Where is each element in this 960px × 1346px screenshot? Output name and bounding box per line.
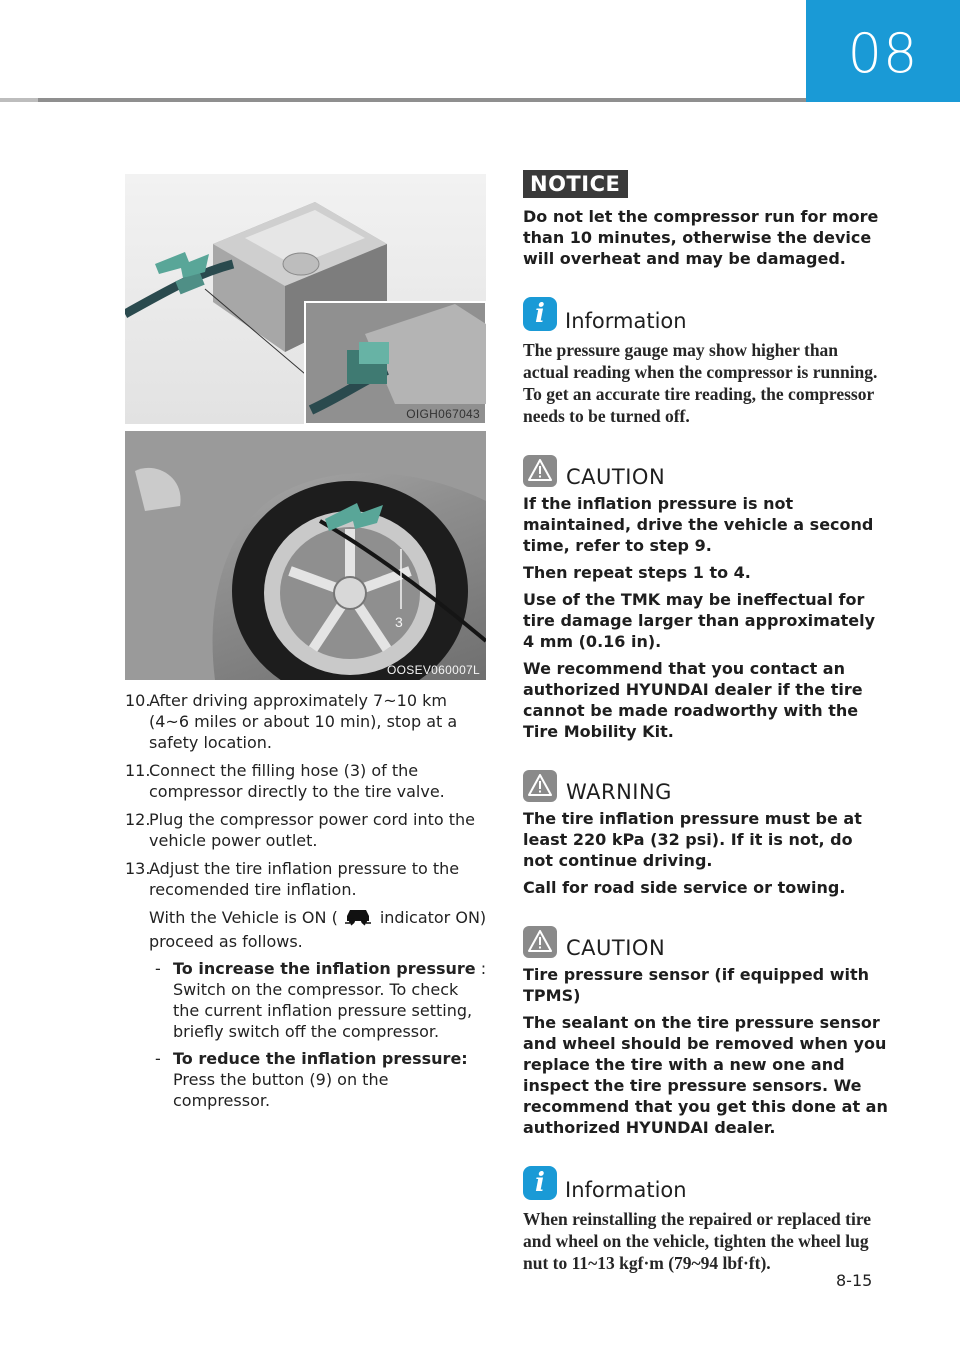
step-item <box>125 809 487 851</box>
step-number: 13. <box>125 859 151 878</box>
figure-code: OOSEV060007L <box>387 663 480 677</box>
chapter-number: 08 <box>806 0 960 102</box>
sub-item: - To increase the inflation pressure : Switch on the compressor. To check the current inflation pressure setting, briefly switch off the compressor. <box>155 959 487 1041</box>
warning-triangle-icon <box>523 455 557 487</box>
procedure-steps <box>125 690 487 1118</box>
page-number: 8-15 <box>836 1271 873 1290</box>
information-title: Information <box>565 309 687 333</box>
figure-code: OIGH067043 <box>406 407 480 421</box>
caution-text: We recommend that you contact an authorized HYUNDAI dealer if the tire cannot be made roadworthy with the Tire Mobility Kit. <box>523 659 863 741</box>
warning-text: Call for road side service or towing. <box>523 878 846 897</box>
caution-text: The sealant on the tire pressure sensor and wheel should be removed when you replace the tire with a new one and inspect the tire pressure sensors. We recommend that you get this done at an authorized HYUNDAI dealer. <box>523 1013 888 1137</box>
caution-title: CAUTION <box>566 465 666 489</box>
step-text: Adjust the tire inflation pressure to the recomended tire inflation. <box>149 859 460 899</box>
caution-text: Then repeat steps 1 to 4. <box>523 563 751 582</box>
compressor-drawing <box>125 174 486 424</box>
header-rule <box>0 98 806 102</box>
step-item <box>125 690 487 753</box>
step-paragraph: With the Vehicle is ON ( indicator ON) proceed as follows. <box>149 908 487 951</box>
caution-title: CAUTION <box>566 936 666 960</box>
step-text: After driving approximately 7~10 km (4~6 miles or about 10 min), stop at a safety location. <box>149 691 458 752</box>
caution-block <box>523 926 888 1138</box>
caution-text: Tire pressure sensor (if equipped with TPMS) <box>523 965 869 1005</box>
warning-title: WARNING <box>566 780 672 804</box>
caution-block <box>523 455 888 742</box>
sub-heading: To increase the inflation pressure <box>173 959 476 978</box>
notice-block <box>523 170 888 269</box>
sub-heading: To reduce the inflation pressure: <box>173 1049 468 1068</box>
wheel-drawing <box>125 431 486 680</box>
information-title: Information <box>565 1178 687 1202</box>
wheel-illustration <box>125 431 486 680</box>
warning-block <box>523 770 888 898</box>
notice-badge: NOTICE <box>523 170 628 198</box>
step-text: Connect the filling hose (3) of the compressor directly to the tire valve. <box>149 761 445 801</box>
sub-item: - To reduce the inflation pressure: Press the button (9) on the compressor. <box>155 1049 468 1110</box>
step-text: Plug the compressor power cord into the vehicle power outlet. <box>149 810 475 850</box>
vehicle-ready-indicator-icon <box>344 906 372 931</box>
step-number: 11. <box>125 761 151 780</box>
warning-text: The tire inflation pressure must be at least 220 kPa (32 psi). If it is not, do not continue driving. <box>523 809 862 870</box>
info-icon: i <box>523 1166 557 1200</box>
hose-callout: 3 <box>395 614 403 630</box>
information-text: The pressure gauge may show higher than actual reading when the compressor is running. To get an accurate tire reading, the compressor needs to be turned off. <box>523 340 878 426</box>
step-item <box>125 760 487 802</box>
information-block <box>523 297 888 427</box>
sub-text: : Switch on the compressor. To check the current inflation pressure setting, briefly switch off the compressor. <box>173 959 487 1041</box>
compressor-illustration <box>125 174 486 424</box>
sub-text: Press the button (9) on the compressor. <box>173 1070 389 1110</box>
warning-triangle-icon <box>523 770 557 802</box>
caution-text: If the inflation pressure is not maintained, drive the vehicle a second time, refer to step 9. <box>523 494 874 555</box>
step-number: 10. <box>125 691 151 710</box>
step-number: 12. <box>125 810 151 829</box>
caution-text: Use of the TMK may be ineffectual for tire damage larger than approximately 4 mm (0.16 in). <box>523 590 876 651</box>
step-item <box>125 858 487 1111</box>
notes-column <box>523 170 888 1274</box>
information-block <box>523 1166 888 1274</box>
info-icon: i <box>523 297 557 331</box>
warning-triangle-icon <box>523 926 557 958</box>
notice-text: Do not let the compressor run for more than 10 minutes, otherwise the device will overheat and may be damaged. <box>523 207 879 268</box>
information-text: When reinstalling the repaired or replaced tire and wheel on the vehicle, tighten the wheel lug nut to 11~13 kgf·m (79~94 lbf·ft). <box>523 1209 872 1273</box>
